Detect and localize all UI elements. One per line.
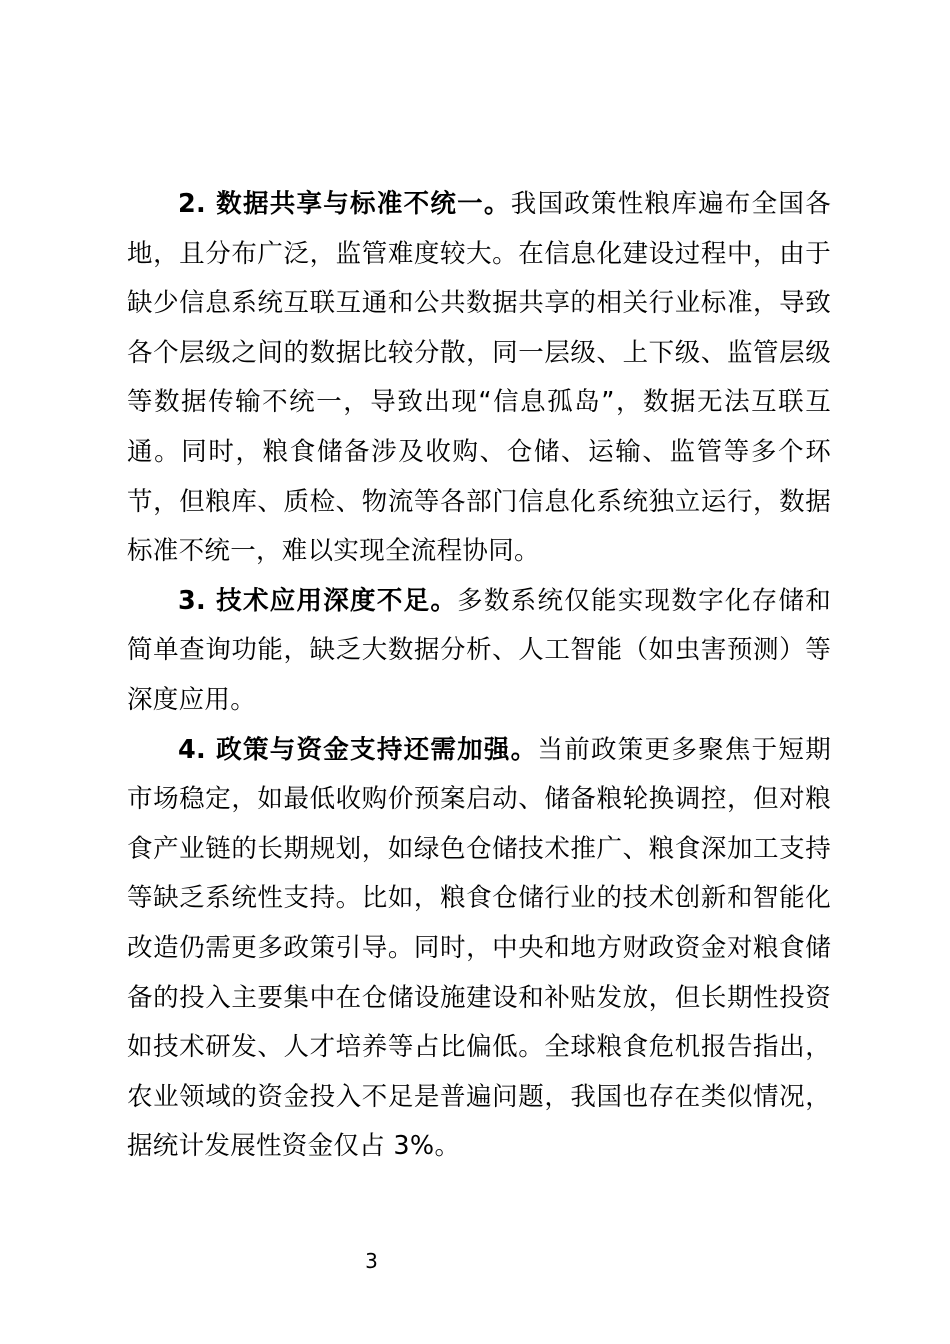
paragraph-heading: 2. 数据共享与标准不统一。 <box>178 189 511 219</box>
paragraph-data-sharing <box>127 180 831 577</box>
paragraph-heading: 4. 政策与资金支持还需加强。 <box>178 734 538 765</box>
page-number: 3 <box>365 1249 378 1273</box>
paragraph-tech-depth <box>127 577 831 726</box>
paragraph-text: 多数系统仅能实现数字化存储和简单查询功能，缺乏大数据分析、人工智能（如虫害预测）等深度应用。 <box>127 585 831 715</box>
paragraph-text: 当前政策更多聚焦于短期市场稳定，如最低收购价预案启动、储备粮轮换调控，但对粮食产业链的长期规划，如绿色仓储技术推广、粮食深加工支持等缺乏系统性支持。比如，粮食仓储行业的技术创新和智能化改造仍需更多政策引导。同时，中央和地方财政资金对粮食储备的投入主要集中在仓储设施建设和补贴发放，但长期性投资如技术研发、人才培养等占比偏低。全球粮食危机报告指出，农业领域的资金投入不足是普遍问题，我国也存在类似情况，据统计发展性资金仅占 3%。 <box>127 734 831 1162</box>
paragraph-heading: 3. 技术应用深度不足。 <box>178 585 458 616</box>
paragraph-policy-funding <box>127 726 831 1172</box>
paragraph-text: 我国政策性粮库遍布全国各地，且分布广泛，监管难度较大。在信息化建设过程中，由于缺少信息系统互联互通和公共数据共享的相关行业标准，导致各个层级之间的数据比较分散，同一层级、上下级、监管层级等数据传输不统一，导致出现“信息孤岛”，数据无法互联互通。同时，粮食储备涉及收购、仓储、运输、监管等多个环节，但粮库、质检、物流等各部门信息化系统独立运行，数据标准不统一，难以实现全流程协同。 <box>127 189 831 567</box>
document-body <box>127 180 831 1172</box>
